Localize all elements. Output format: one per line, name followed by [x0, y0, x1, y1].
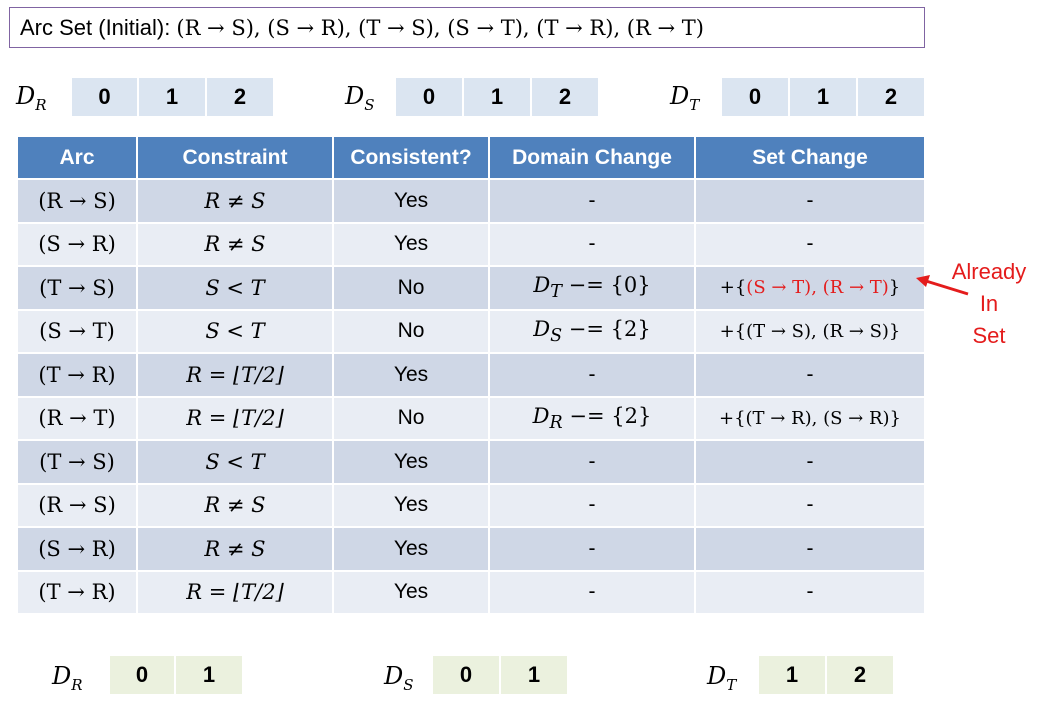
- arc-cell: (S → T): [18, 309, 136, 353]
- initial-domain-s-cells: [396, 78, 598, 116]
- consistent-cell: Yes: [334, 570, 488, 614]
- table-row: [18, 570, 924, 614]
- table-row: [18, 439, 924, 483]
- domain-change-cell: -: [490, 526, 694, 570]
- arc-cell: (T → S): [18, 439, 136, 483]
- domain-value: 0: [722, 78, 788, 116]
- header-arc: Arc: [18, 137, 136, 178]
- arc-set-arcs: (R → S), (S → R), (T → S), (S → T), (T → R), (R → T): [176, 15, 704, 40]
- arc-cell: (R → S): [18, 178, 136, 222]
- domain-value: 1: [790, 78, 856, 116]
- domain-change-cell: $D_R -= \{2\}$: [490, 396, 694, 440]
- final-domain-r-label: $D_R$: [52, 662, 83, 694]
- arc-set-label: Arc Set (Initial):: [20, 14, 171, 40]
- consistent-cell: No: [334, 309, 488, 353]
- constraint-cell: R = ⌊T/2⌋: [138, 352, 332, 396]
- table-row: [18, 526, 924, 570]
- set-change-cell: -: [696, 222, 924, 266]
- arc-cell: (S → R): [18, 222, 136, 266]
- set-change-cell: +{(S → T), (R → T)}: [696, 265, 924, 309]
- arc-cell: (R → T): [18, 396, 136, 440]
- annotation-line: Set: [972, 323, 1006, 348]
- set-change-cell: -: [696, 570, 924, 614]
- consistent-cell: Yes: [334, 352, 488, 396]
- constraint-cell: S < T: [138, 439, 332, 483]
- domain-value: 1: [759, 656, 825, 694]
- set-change-cell: +{(T → S), (R → S)}: [696, 309, 924, 353]
- table-header-row: [18, 137, 924, 178]
- constraint-cell: S < T: [138, 265, 332, 309]
- constraint-cell: R = ⌊T/2⌋: [138, 396, 332, 440]
- consistent-cell: Yes: [334, 439, 488, 483]
- domain-value: 0: [110, 656, 174, 694]
- arc-set-box: [9, 7, 925, 48]
- domain-value: 0: [396, 78, 462, 116]
- domain-value: 1: [501, 656, 567, 694]
- domain-value: 2: [207, 78, 273, 116]
- header-set-change: Set Change: [696, 137, 924, 178]
- domain-value: 1: [176, 656, 242, 694]
- consistent-cell: Yes: [334, 222, 488, 266]
- domain-change-cell: -: [490, 483, 694, 527]
- arc-cell: (S → R): [18, 526, 136, 570]
- final-domain-t-label: $D_T$: [707, 662, 737, 694]
- table-row: [18, 178, 924, 222]
- domain-change-cell: -: [490, 222, 694, 266]
- set-change-cell: -: [696, 483, 924, 527]
- table-row: [18, 483, 924, 527]
- initial-domain-t-label: $D_T$: [670, 82, 700, 114]
- domain-change-cell: $D_T -= \{0\}$: [490, 265, 694, 309]
- domain-change-cell: -: [490, 352, 694, 396]
- consistent-cell: Yes: [334, 483, 488, 527]
- table-row: [18, 265, 924, 309]
- header-consistent: Consistent?: [334, 137, 488, 178]
- initial-domain-s-label: $D_S$: [345, 82, 375, 114]
- set-change-cell: -: [696, 352, 924, 396]
- arc-cell: (T → R): [18, 352, 136, 396]
- domain-value: 2: [532, 78, 598, 116]
- final-domain-t-cells: [759, 656, 893, 694]
- table-row: [18, 309, 924, 353]
- consistent-cell: No: [334, 396, 488, 440]
- set-change-cell: +{(T → R), (S → R)}: [696, 396, 924, 440]
- domain-value: 1: [139, 78, 205, 116]
- constraint-cell: R ≠ S: [138, 483, 332, 527]
- consistent-cell: No: [334, 265, 488, 309]
- domain-change-cell: -: [490, 570, 694, 614]
- final-domain-s-cells: [433, 656, 567, 694]
- arc-cell: (R → S): [18, 483, 136, 527]
- arc-consistency-table: [16, 137, 926, 613]
- constraint-cell: R ≠ S: [138, 222, 332, 266]
- initial-domain-r-label: $D_R$: [16, 82, 47, 114]
- consistent-cell: Yes: [334, 526, 488, 570]
- domain-change-cell: -: [490, 178, 694, 222]
- initial-domain-t-cells: [722, 78, 924, 116]
- consistent-cell: Yes: [334, 178, 488, 222]
- domain-change-cell: $D_S -= \{2\}$: [490, 309, 694, 353]
- already-in-set-arcs: (S → T), (R → T): [746, 277, 889, 299]
- table-row: [18, 222, 924, 266]
- arc-cell: (T → R): [18, 570, 136, 614]
- set-change-cell: -: [696, 439, 924, 483]
- arc-cell: (T → S): [18, 265, 136, 309]
- domain-value: 2: [827, 656, 893, 694]
- annotation-line: Already: [951, 259, 1027, 284]
- domain-value: 0: [72, 78, 137, 116]
- domain-value: 2: [858, 78, 924, 116]
- table-row: [18, 352, 924, 396]
- set-change-cell: -: [696, 526, 924, 570]
- final-domain-s-label: $D_S$: [384, 662, 414, 694]
- domain-change-cell: -: [490, 439, 694, 483]
- domain-value: 0: [433, 656, 499, 694]
- annotation-line: In: [979, 291, 999, 316]
- set-change-cell: -: [696, 178, 924, 222]
- constraint-cell: S < T: [138, 309, 332, 353]
- constraint-cell: R ≠ S: [138, 526, 332, 570]
- already-in-set-annotation: [941, 256, 1037, 352]
- initial-domain-r-cells: [72, 78, 273, 116]
- domain-value: 1: [464, 78, 530, 116]
- constraint-cell: R ≠ S: [138, 178, 332, 222]
- constraint-cell: R = ⌊T/2⌋: [138, 570, 332, 614]
- header-constraint: Constraint: [138, 137, 332, 178]
- final-domain-r-cells: [110, 656, 242, 694]
- header-domain-change: Domain Change: [490, 137, 694, 178]
- table-row: [18, 396, 924, 440]
